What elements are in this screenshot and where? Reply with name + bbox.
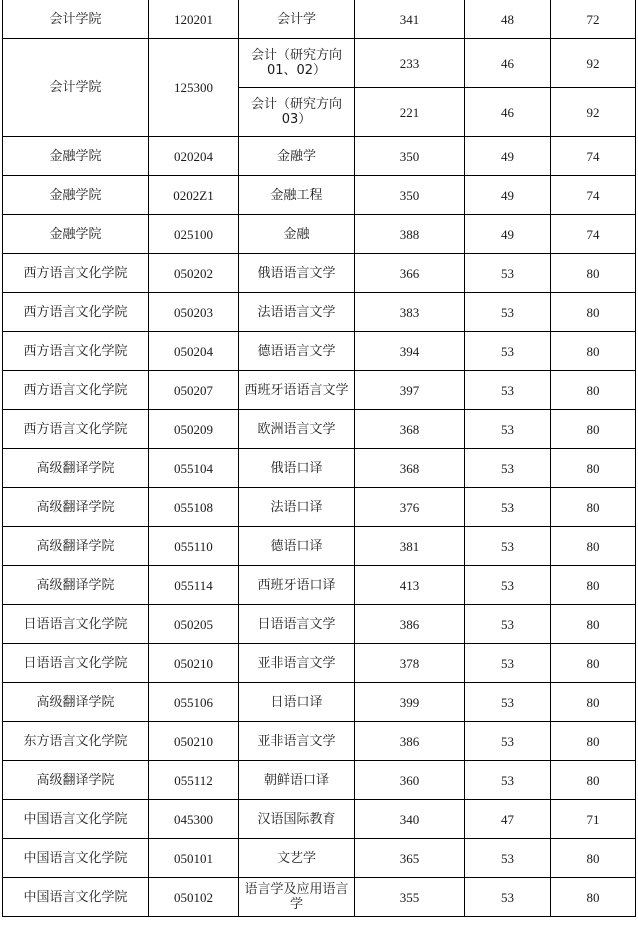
single-score-1-cell: 47 [465,800,551,839]
single-score-2-cell: 80 [551,644,636,683]
major-name-cell: 金融学 [239,137,355,176]
single-score-2-cell: 80 [551,332,636,371]
table-row [3,800,636,839]
table-row [3,488,636,527]
single-score-2-cell: 80 [551,683,636,722]
table-row [3,878,636,917]
total-score-cell: 397 [355,371,465,410]
single-score-1-cell: 49 [465,215,551,254]
single-score-2-cell: 80 [551,449,636,488]
major-code-cell: 055106 [149,683,239,722]
table-row [3,176,636,215]
major-code-cell: 055112 [149,761,239,800]
school-cell: 高级翻译学院 [3,683,149,722]
total-score-cell: 360 [355,761,465,800]
table-row [3,722,636,761]
single-score-2-cell: 92 [551,88,636,137]
major-code-cell: 055108 [149,488,239,527]
major-name-cell: 亚非语言文学 [239,644,355,683]
single-score-1-cell: 46 [465,88,551,137]
single-score-2-cell: 80 [551,878,636,917]
school-cell: 金融学院 [3,215,149,254]
major-name-cell: 西班牙语语言文学 [239,371,355,410]
table-row [3,605,636,644]
school-cell: 西方语言文化学院 [3,371,149,410]
school-cell: 西方语言文化学院 [3,410,149,449]
total-score-cell: 350 [355,137,465,176]
school-cell: 西方语言文化学院 [3,254,149,293]
single-score-2-cell: 80 [551,410,636,449]
score-table [2,0,636,917]
table-row [3,39,636,88]
major-name-cell: 西班牙语口译 [239,566,355,605]
single-score-2-cell: 80 [551,761,636,800]
major-code-cell: 055110 [149,527,239,566]
major-name-cell: 德语语言文学 [239,332,355,371]
single-score-2-cell: 72 [551,0,636,39]
total-score-cell: 221 [355,88,465,137]
total-score-cell: 368 [355,410,465,449]
single-score-1-cell: 53 [465,293,551,332]
single-score-1-cell: 53 [465,488,551,527]
single-score-1-cell: 53 [465,371,551,410]
school-cell: 高级翻译学院 [3,566,149,605]
major-code-cell: 055104 [149,449,239,488]
major-name-cell: 亚非语言文学 [239,722,355,761]
single-score-2-cell: 80 [551,566,636,605]
total-score-cell: 386 [355,605,465,644]
school-cell: 中国语言文化学院 [3,878,149,917]
table-row [3,683,636,722]
major-code-cell: 050203 [149,293,239,332]
major-code-cell: 050209 [149,410,239,449]
table-row [3,761,636,800]
single-score-2-cell: 80 [551,371,636,410]
table-row [3,332,636,371]
single-score-1-cell: 53 [465,761,551,800]
total-score-cell: 355 [355,878,465,917]
major-code-cell: 050102 [149,878,239,917]
major-code-cell: 050207 [149,371,239,410]
school-cell: 东方语言文化学院 [3,722,149,761]
major-name-cell: 德语口译 [239,527,355,566]
table-row [3,254,636,293]
single-score-1-cell: 46 [465,39,551,88]
single-score-2-cell: 80 [551,293,636,332]
major-code-cell: 045300 [149,800,239,839]
major-code-cell: 050210 [149,722,239,761]
total-score-cell: 341 [355,0,465,39]
total-score-cell: 368 [355,449,465,488]
table-row [3,839,636,878]
single-score-2-cell: 74 [551,137,636,176]
total-score-cell: 340 [355,800,465,839]
total-score-cell: 378 [355,644,465,683]
single-score-1-cell: 53 [465,332,551,371]
table-row [3,293,636,332]
major-name-cell: 欧洲语言文学 [239,410,355,449]
single-score-1-cell: 49 [465,137,551,176]
single-score-2-cell: 71 [551,800,636,839]
single-score-1-cell: 53 [465,644,551,683]
major-name-cell: 文艺学 [239,839,355,878]
school-cell: 高级翻译学院 [3,761,149,800]
major-code-cell: 120201 [149,0,239,39]
major-code-cell: 020204 [149,137,239,176]
total-score-cell: 376 [355,488,465,527]
table-row [3,215,636,254]
single-score-2-cell: 80 [551,254,636,293]
single-score-2-cell: 80 [551,605,636,644]
single-score-1-cell: 49 [465,176,551,215]
single-score-1-cell: 53 [465,410,551,449]
total-score-cell: 399 [355,683,465,722]
school-cell: 中国语言文化学院 [3,800,149,839]
single-score-1-cell: 53 [465,449,551,488]
single-score-1-cell: 53 [465,722,551,761]
single-score-2-cell: 80 [551,722,636,761]
school-cell: 会计学院 [3,0,149,39]
single-score-1-cell: 53 [465,839,551,878]
school-cell: 西方语言文化学院 [3,293,149,332]
single-score-2-cell: 74 [551,176,636,215]
school-cell: 高级翻译学院 [3,527,149,566]
major-name-cell: 朝鲜语口译 [239,761,355,800]
major-name-cell: 会计（研究方向01、02） [239,39,355,88]
major-name-cell: 日语语言文学 [239,605,355,644]
total-score-cell: 350 [355,176,465,215]
single-score-1-cell: 53 [465,605,551,644]
single-score-2-cell: 74 [551,215,636,254]
major-code-cell: 025100 [149,215,239,254]
school-cell: 金融学院 [3,176,149,215]
school-cell: 日语语言文化学院 [3,644,149,683]
major-name-cell: 法语口译 [239,488,355,527]
table-row [3,410,636,449]
single-score-1-cell: 53 [465,683,551,722]
major-code-cell: 125300 [149,39,239,137]
school-cell: 会计学院 [3,39,149,137]
total-score-cell: 394 [355,332,465,371]
table-row [3,137,636,176]
major-code-cell: 050204 [149,332,239,371]
major-code-cell: 050101 [149,839,239,878]
school-cell: 日语语言文化学院 [3,605,149,644]
major-name-cell: 金融工程 [239,176,355,215]
major-code-cell: 050202 [149,254,239,293]
school-cell: 高级翻译学院 [3,488,149,527]
table-row [3,0,636,39]
single-score-1-cell: 53 [465,527,551,566]
school-cell: 西方语言文化学院 [3,332,149,371]
major-name-cell: 俄语口译 [239,449,355,488]
major-code-cell: 055114 [149,566,239,605]
total-score-cell: 386 [355,722,465,761]
total-score-cell: 381 [355,527,465,566]
total-score-cell: 233 [355,39,465,88]
single-score-2-cell: 80 [551,488,636,527]
single-score-1-cell: 53 [465,566,551,605]
table-row [3,371,636,410]
total-score-cell: 365 [355,839,465,878]
single-score-1-cell: 48 [465,0,551,39]
major-code-cell: 050210 [149,644,239,683]
major-name-cell: 会计学 [239,0,355,39]
total-score-cell: 413 [355,566,465,605]
school-cell: 中国语言文化学院 [3,839,149,878]
single-score-1-cell: 53 [465,254,551,293]
major-code-cell: 0202Z1 [149,176,239,215]
single-score-2-cell: 80 [551,527,636,566]
major-code-cell: 050205 [149,605,239,644]
major-name-cell: 会计（研究方向03） [239,88,355,137]
major-name-cell: 汉语国际教育 [239,800,355,839]
table-row [3,449,636,488]
school-cell: 金融学院 [3,137,149,176]
major-name-cell: 俄语语言文学 [239,254,355,293]
major-name-cell: 语言学及应用语言学 [239,878,355,917]
total-score-cell: 388 [355,215,465,254]
major-name-cell: 法语语言文学 [239,293,355,332]
school-cell: 高级翻译学院 [3,449,149,488]
total-score-cell: 383 [355,293,465,332]
major-name-cell: 日语口译 [239,683,355,722]
table-row [3,644,636,683]
single-score-2-cell: 92 [551,39,636,88]
single-score-1-cell: 53 [465,878,551,917]
major-name-cell: 金融 [239,215,355,254]
single-score-2-cell: 80 [551,839,636,878]
table-row [3,566,636,605]
table-row [3,527,636,566]
total-score-cell: 366 [355,254,465,293]
